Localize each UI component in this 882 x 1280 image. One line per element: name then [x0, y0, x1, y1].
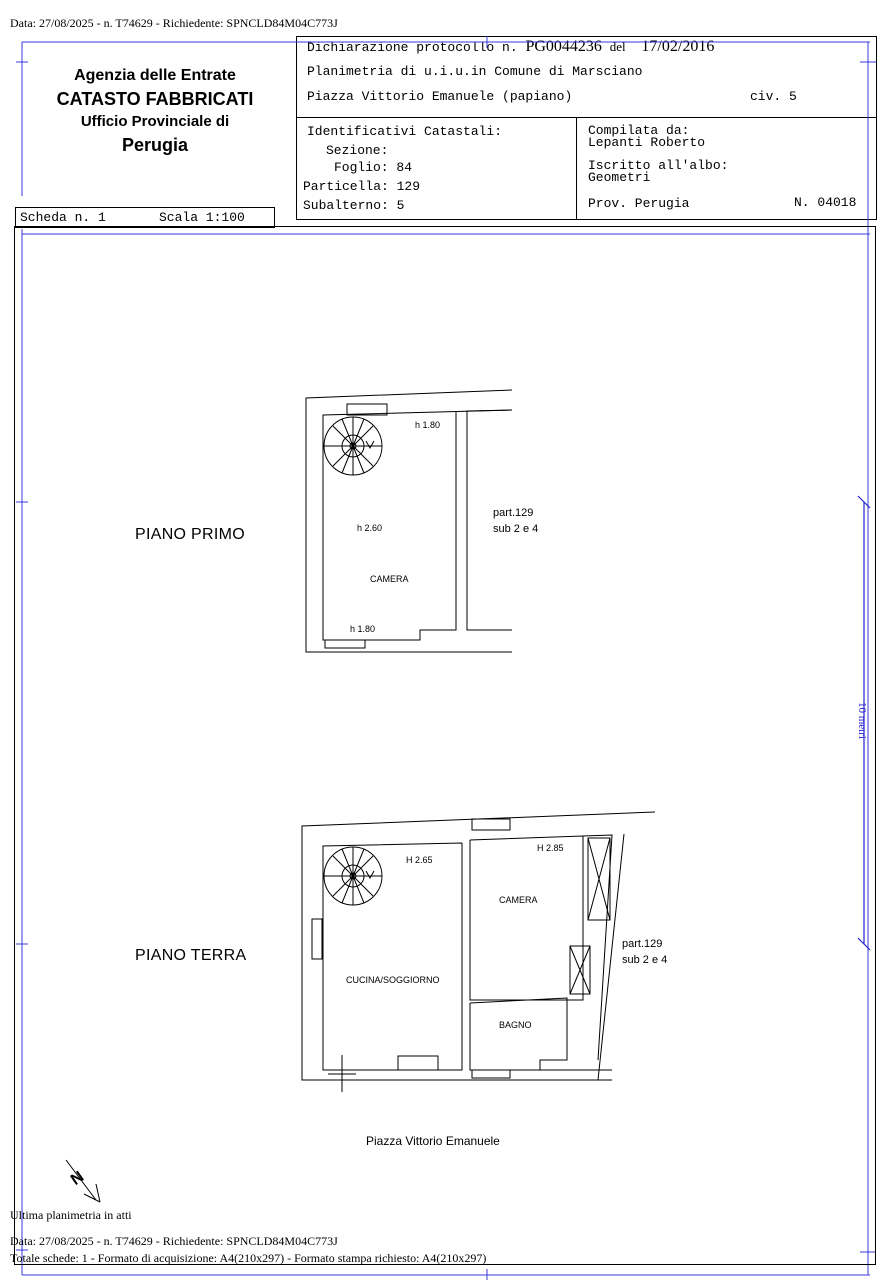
particella-reference	[622, 936, 667, 968]
subalterno-field: Subalterno: 5	[303, 198, 405, 213]
drawing-frame	[15, 227, 876, 1265]
piano-primo-label: PIANO PRIMO	[135, 526, 245, 543]
sezione-field: Sezione:	[326, 143, 389, 158]
province-name: Perugia	[121, 135, 189, 155]
albo-number: N. 04018	[794, 195, 857, 210]
ultima-planimetria: Ultima planimetria in atti	[10, 1208, 132, 1222]
sub-number: sub 2 e 4	[493, 523, 539, 535]
compilata-label: Compilata da:	[588, 123, 690, 138]
compiler-name: Lepanti Roberto	[588, 135, 706, 150]
ufficio-label: Ufficio Provinciale di	[80, 113, 230, 130]
height-label: H 2.85	[537, 843, 564, 853]
piano-primo-plan	[306, 390, 512, 652]
height-label: H 2.65	[406, 855, 433, 865]
scale-bar-label: 10 metri	[856, 702, 868, 739]
height-label: h 2.60	[357, 523, 383, 533]
room-label: CAMERA	[499, 895, 538, 905]
planimetria-line: Planimetria di u.i.u.in Comune di Marsciano	[307, 64, 643, 79]
piano-terra-plan	[302, 812, 655, 1092]
blue-frame	[16, 36, 876, 1280]
room-label: CUCINA/SOGGIORNO	[346, 975, 440, 985]
sub-number: sub 2 e 4	[622, 954, 668, 966]
province-field: Prov. Perugia	[588, 196, 690, 211]
part-number: part.129	[493, 507, 534, 519]
street-label: Piazza Vittorio Emanuele	[366, 1134, 500, 1148]
scheda-number: Scheda n. 1	[20, 210, 106, 225]
protocol-number: PG0044236	[525, 38, 602, 55]
height-label: h 1.80	[350, 624, 376, 634]
civ-number: civ. 5	[750, 89, 797, 104]
piano-terra-label: PIANO TERRA	[135, 947, 247, 964]
catasto-title: CATASTO FABBRICATI	[56, 89, 254, 109]
header-line: Data: 27/08/2025 - n. T74629 - Richiedente: SPNCLD84M04C773J	[10, 16, 338, 30]
declaration-prefix: Dichiarazione protocollo n.	[307, 40, 518, 55]
albo-value: Geometri	[588, 170, 651, 185]
part-number: part.129	[622, 938, 663, 950]
room-label: CAMERA	[370, 574, 409, 584]
identifiers-title: Identificativi Catastali:	[307, 124, 503, 139]
address-line: Piazza Vittorio Emanuele (papiano)	[307, 89, 573, 104]
del-label: del	[609, 39, 626, 54]
height-label: h 1.80	[415, 420, 441, 430]
footer-line-1: Data: 27/08/2025 - n. T74629 - Richiedente: SPNCLD84M04C773J	[10, 1234, 338, 1248]
particella-reference	[493, 505, 538, 537]
agency-name: Agenzia delle Entrate	[74, 67, 236, 84]
footer-line-2: Totale schede: 1 - Formato di acquisizione: A4(210x297) - Formato stampa richiesto: A4(210x297)	[10, 1251, 487, 1265]
room-label: BAGNO	[499, 1020, 532, 1030]
north-label: N	[67, 1168, 88, 1189]
foglio-field: Foglio: 84	[334, 160, 413, 175]
declaration-date: 17/02/2016	[641, 38, 715, 55]
iscritto-label: Iscritto all'albo:	[588, 158, 729, 173]
particella-field: Particella: 129	[303, 179, 421, 194]
scale-label: Scala 1:100	[159, 210, 245, 225]
